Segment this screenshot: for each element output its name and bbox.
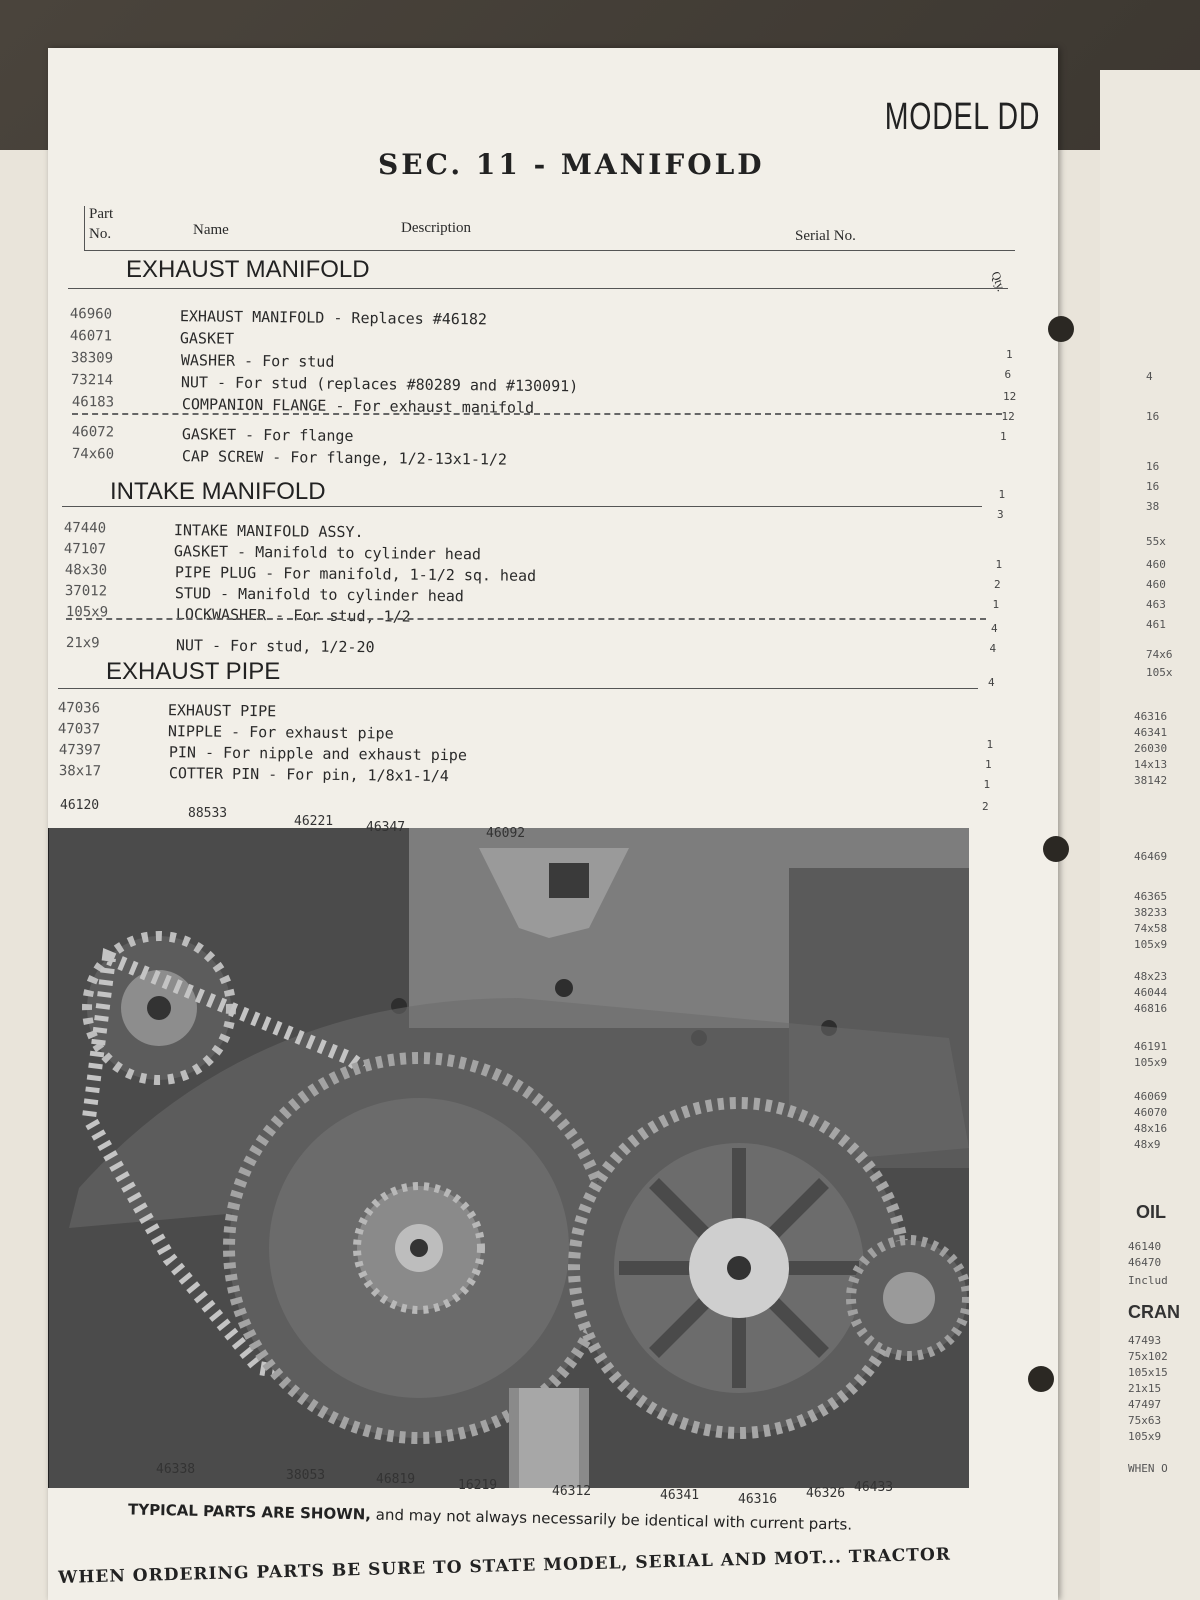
callout-label: 16219 xyxy=(458,1478,498,1493)
binder-hole xyxy=(1028,1366,1054,1392)
adjacent-page-text: 48x16 xyxy=(1134,1122,1168,1135)
qty-value: 2 xyxy=(982,800,989,813)
adjacent-page-text: 46316 xyxy=(1134,710,1168,723)
callout-label: 46316 xyxy=(738,1492,778,1507)
adjacent-page-text: 26030 xyxy=(1134,742,1168,755)
col-qty-label: Qty. xyxy=(988,269,1009,294)
adjacent-page-text: 48x23 xyxy=(1134,970,1168,983)
adjacent-page-text: 46469 xyxy=(1134,850,1168,863)
adjacent-page-text: 21x15 xyxy=(1128,1382,1162,1395)
part-description: STUD - Manifold to cylinder head xyxy=(174,584,465,606)
adjacent-page-text: 46341 xyxy=(1134,726,1168,739)
part-number: 105x9 xyxy=(65,604,108,621)
part-description: GASKET xyxy=(180,329,235,348)
adjacent-page-text: 16 xyxy=(1146,410,1160,423)
col-part-label: Part xyxy=(89,206,114,222)
part-number: 47107 xyxy=(64,541,107,558)
right-heading-cran: CRAN xyxy=(1128,1302,1180,1322)
callout-label: 46338 xyxy=(156,1462,196,1477)
callout-label: 46819 xyxy=(376,1472,416,1487)
col-description-label: Description xyxy=(401,220,471,236)
binder-hole xyxy=(1043,836,1069,862)
callout-label: 46326 xyxy=(806,1486,846,1501)
adjacent-page-text: 460 xyxy=(1146,558,1166,571)
adjacent-page-text: 74x58 xyxy=(1134,922,1168,935)
part-description: PIPE PLUG - For manifold, 1-1/2 sq. head xyxy=(174,563,537,585)
col-no-label: No. xyxy=(89,226,112,242)
part-number: 47440 xyxy=(63,520,107,537)
qty-value: 1 xyxy=(985,758,992,771)
adjacent-page-text: 47497 xyxy=(1128,1398,1162,1411)
part-number: 47037 xyxy=(58,721,101,738)
part-number: 46071 xyxy=(70,328,113,345)
page-title: SEC. 11 - MANIFOLD xyxy=(378,148,765,181)
part-number: 47036 xyxy=(57,700,101,717)
adjacent-page-text: 16 xyxy=(1146,460,1160,473)
binder-hole xyxy=(1048,316,1074,342)
part-description: NUT - For stud, 1/2-20 xyxy=(175,636,375,657)
adjacent-page-text: 105x9 xyxy=(1134,938,1168,951)
callout-label: 88533 xyxy=(188,806,228,821)
part-description: NIPPLE - For exhaust pipe xyxy=(168,722,395,743)
part-number: 46183 xyxy=(71,394,114,411)
adjacent-page-text: 75x102 xyxy=(1128,1350,1168,1363)
footnote-rest: and may not always necessarily be identical with current parts. xyxy=(370,1505,853,1534)
divider xyxy=(68,288,1008,289)
qty-value: 4 xyxy=(989,642,997,655)
adjacent-page-text: 74x6 xyxy=(1146,648,1173,661)
adjacent-page-text: WHEN O xyxy=(1128,1462,1168,1475)
part-description: LOCKWASHER - For stud, 1/2 xyxy=(175,605,411,626)
qty-value: 1 xyxy=(1006,348,1013,361)
section-heading-exhaust-pipe: EXHAUST PIPE xyxy=(106,658,281,685)
qty-value: 3 xyxy=(997,508,1004,521)
ordering-instruction: WHEN ORDERING PARTS BE SURE TO STATE MODEL, SERIAL AND MOT... TRACTOR xyxy=(58,1544,952,1588)
adjacent-page-text: 46365 xyxy=(1134,890,1168,903)
model-tag: MODEL DD xyxy=(884,96,1040,138)
divider xyxy=(58,688,978,689)
adjacent-page-text: 46816 xyxy=(1134,1002,1168,1015)
part-description: GASKET - Manifold to cylinder head xyxy=(174,542,482,564)
timing-gear-photo xyxy=(48,828,969,1488)
adjacent-page-text: 46191 xyxy=(1134,1040,1168,1053)
part-description: NUT - For stud (replaces #80289 and #130091) xyxy=(180,373,579,396)
part-description: CAP SCREW - For flange, 1/2-13x1-1/2 xyxy=(182,447,508,469)
part-number: 73214 xyxy=(71,372,114,389)
adjacent-page-text: 46470 xyxy=(1128,1256,1162,1269)
part-number: 46072 xyxy=(71,424,115,441)
qty-value: 12 xyxy=(1001,410,1015,423)
qty-value: 6 xyxy=(1004,368,1012,381)
qty-value: 1 xyxy=(995,558,1003,571)
col-serial-label: Serial No. xyxy=(795,228,856,244)
qty-value: 1 xyxy=(992,598,1000,611)
right-heading-oil: OIL xyxy=(1136,1202,1166,1222)
adjacent-page xyxy=(1100,70,1200,1600)
callout-label: 46341 xyxy=(660,1488,700,1503)
adjacent-page-text: 46140 xyxy=(1128,1240,1162,1253)
adjacent-page-text: 105x9 xyxy=(1134,1056,1168,1069)
part-number: 38309 xyxy=(70,350,113,367)
part-number: 47397 xyxy=(58,742,101,759)
callout-label: 46433 xyxy=(854,1480,894,1495)
section-heading-exhaust-manifold: EXHAUST MANIFOLD xyxy=(126,256,370,283)
col-name-label: Name xyxy=(193,222,229,238)
adjacent-page-text: 46044 xyxy=(1134,986,1168,999)
part-number: 74x60 xyxy=(72,446,115,463)
qty-value: 2 xyxy=(994,578,1001,591)
adjacent-page-text: 38142 xyxy=(1134,774,1168,787)
qty-value: 12 xyxy=(1003,390,1017,403)
part-description: COMPANION FLANGE - For exhaust manifold xyxy=(181,395,534,417)
dashed-divider xyxy=(72,413,1002,415)
part-number: 48x30 xyxy=(64,562,107,579)
adjacent-page-text: 48x9 xyxy=(1134,1138,1161,1151)
part-description: EXHAUST PIPE xyxy=(167,701,277,721)
part-number: 21x9 xyxy=(65,635,100,652)
part-number: 37012 xyxy=(65,583,108,600)
adjacent-page-text: 105x xyxy=(1146,666,1173,679)
adjacent-page-text: 14x13 xyxy=(1134,758,1168,771)
section-heading-intake-manifold: INTAKE MANIFOLD xyxy=(110,478,326,505)
part-description: COTTER PIN - For pin, 1/8x1-1/4 xyxy=(168,764,450,786)
part-number: 38x17 xyxy=(59,763,102,780)
adjacent-page-text: 16 xyxy=(1146,480,1160,493)
adjacent-page-text: 461 xyxy=(1146,618,1166,631)
adjacent-page-text: 4 xyxy=(1146,370,1153,383)
qty-value: 1 xyxy=(1000,430,1007,443)
qty-value: 1 xyxy=(998,488,1006,501)
adjacent-page-text: Includ xyxy=(1128,1274,1168,1287)
divider xyxy=(62,506,982,507)
qty-value: 4 xyxy=(991,622,998,635)
part-description: EXHAUST MANIFOLD - Replaces #46182 xyxy=(179,307,488,329)
adjacent-page-text: 46069 xyxy=(1134,1090,1168,1103)
qty-value: 1 xyxy=(986,738,994,751)
adjacent-page-text: 460 xyxy=(1146,578,1166,591)
callout-label: 46120 xyxy=(60,798,100,813)
adjacent-page-text: 463 xyxy=(1146,598,1166,611)
callout-label: 46221 xyxy=(294,814,334,829)
part-description: INTAKE MANIFOLD ASSY. xyxy=(173,521,364,542)
gear-train-illustration xyxy=(49,828,969,1488)
callout-label: 46347 xyxy=(366,820,406,835)
adjacent-page-text: 46070 xyxy=(1134,1106,1168,1119)
part-description: PIN - For nipple and exhaust pipe xyxy=(168,743,467,765)
callout-label: 46312 xyxy=(552,1484,592,1499)
part-description: WASHER - For stud xyxy=(180,351,335,371)
qty-value: 4 xyxy=(988,676,995,689)
adjacent-page-text: 47493 xyxy=(1128,1334,1162,1347)
part-description: GASKET - For flange xyxy=(181,425,354,445)
adjacent-page-text: 55x xyxy=(1146,535,1166,548)
adjacent-page-text: 38233 xyxy=(1134,906,1168,919)
callout-label: 46092 xyxy=(486,826,526,841)
dashed-divider xyxy=(66,618,986,620)
adjacent-page-text: 105x15 xyxy=(1128,1366,1168,1379)
qty-value: 1 xyxy=(983,778,991,791)
column-header xyxy=(84,206,1015,251)
adjacent-page-text: 105x9 xyxy=(1128,1430,1162,1443)
callout-label: 38053 xyxy=(286,1468,326,1483)
footnote-bold: TYPICAL PARTS ARE SHOWN, xyxy=(127,1500,372,1524)
adjacent-page-text: 75x63 xyxy=(1128,1414,1162,1427)
part-number: 46960 xyxy=(69,306,113,323)
catalog-page xyxy=(48,48,1058,1600)
adjacent-page-text: 38 xyxy=(1146,500,1160,513)
